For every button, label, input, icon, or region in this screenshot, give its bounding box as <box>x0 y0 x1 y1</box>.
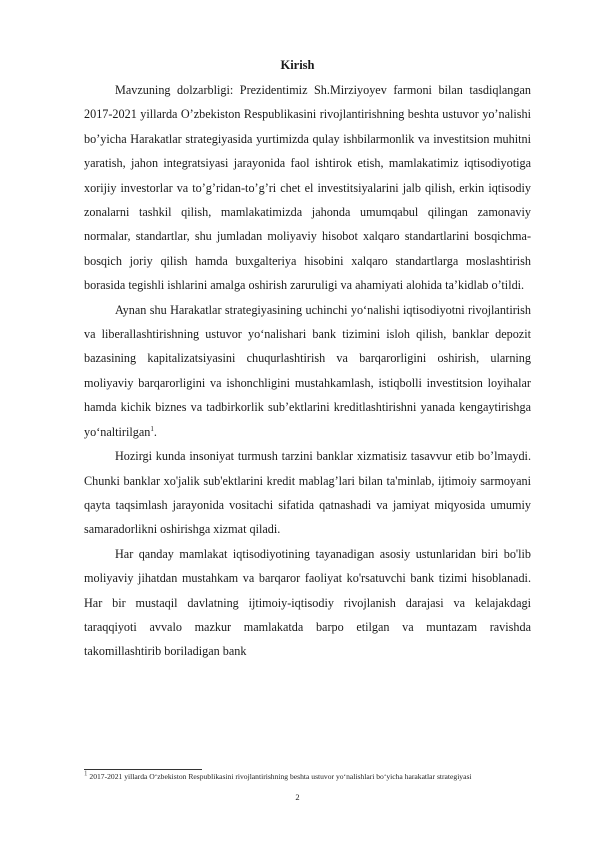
paragraph-3: Hozirgi kunda insoniyat turmush tarzini banklar xizmatisiz tasavvur etib bo’lmaydi. Chunki banklar xo'jalik sub'ektlarini kredit mablag’lari bilan ta'minlab, ijtimoiy sarmoyani qayta taqsimlash jarayonida vositachi sifatida qatnashadi va jamiyat miqyosida umumiy samaradorlikni oshirishga xizmat qiladi. <box>84 449 531 537</box>
footnote-separator <box>84 769 202 770</box>
footnote-reference[interactable]: 1 <box>150 424 154 433</box>
paragraph-2-tail: . <box>153 424 157 439</box>
footnote <box>84 769 534 782</box>
body-text <box>84 78 531 664</box>
footnote-text: 2017-2021 yillarda O‘zbekiston Respublikasini rivojlantirishning beshta ustuvor yo‘nalishlari bo‘yicha harakatlar strategiyasi <box>89 772 472 781</box>
page-number: 2 <box>295 792 300 802</box>
paragraph-4: Har qanday mamlakat iqtisodiyotining tayanadigan asosiy ustunlaridan biri bo'lib moliyaviy jihatdan mustahkam va barqaror faoliyat ko'rsatuvchi bank tizimi hisoblanadi. Har bir mustaqil davlatning ijtimoiy-iqtisodiy rivojlanish darajasi va kelajakdagi taraqqiyoti avvalo mazkur mamlakatda barpo etilgan va muntazam ravishda takomillashtirib boriladigan bank <box>84 546 531 659</box>
paragraph-1: Mavzuning dolzarbligi: Prezidentimiz Sh.Mirziyoyev farmoni bilan tasdiqlangan 2017-2021 yillarda O’zbekiston Respublikasini rivojlantirishning beshta ustuvor yo’nalishi bo’yicha Harakatlar strategiyasida yurtimizda qulay ishbilarmonlik va investitsion muhitni yaratish, jahon integratsiyasi jarayonida faol ishtirok etish, mamlakatimiz iqtisodiyotiga xorijiy investorlar va to’g’ridan-to’g’ri chet el investitsiyalarini jalb qilish, erkin iqtisodiy zonalarni tashkil qilish, mamlakatimizda jahonda umumqabul qilingan zamonaviy normalar, standartlar, shu jumladan moliyaviy hisobot xalqaro standartlarini bosqichma-bosqich joriy qilish hamda buxgalteriya hisobini xalqaro standartlarga moslashtirish borasida tegishli ishlarini amalga oshirish zaruruligi va ahamiyati alohida ta’kidlab o’tildi. <box>84 83 531 293</box>
paragraph-2 <box>84 298 531 444</box>
paragraph-2-text: Aynan shu Harakatlar strategiyasining uchinchi yo‘nalishi iqtisodiyotni rivojlantirish va liberallashtirishning ustuvor yo‘nalishari bank tizimini isloh qilish, banklar depozit bazasining kapitalizatsiyasini chuqurlashtirish va barqarorligini oshirish, ularning moliyaviy barqarorligini va ishonchligini mustahkamlash, istiqbolli investitsion loyihalar hamda kichik biznes va tadbirkorlik sub’ektlarini kreditlashtirishni yanada kengaytirishga yo‘naltirilgan <box>84 302 531 439</box>
page-title: Kirish <box>280 58 315 72</box>
footnote-number: 1 <box>84 769 88 778</box>
